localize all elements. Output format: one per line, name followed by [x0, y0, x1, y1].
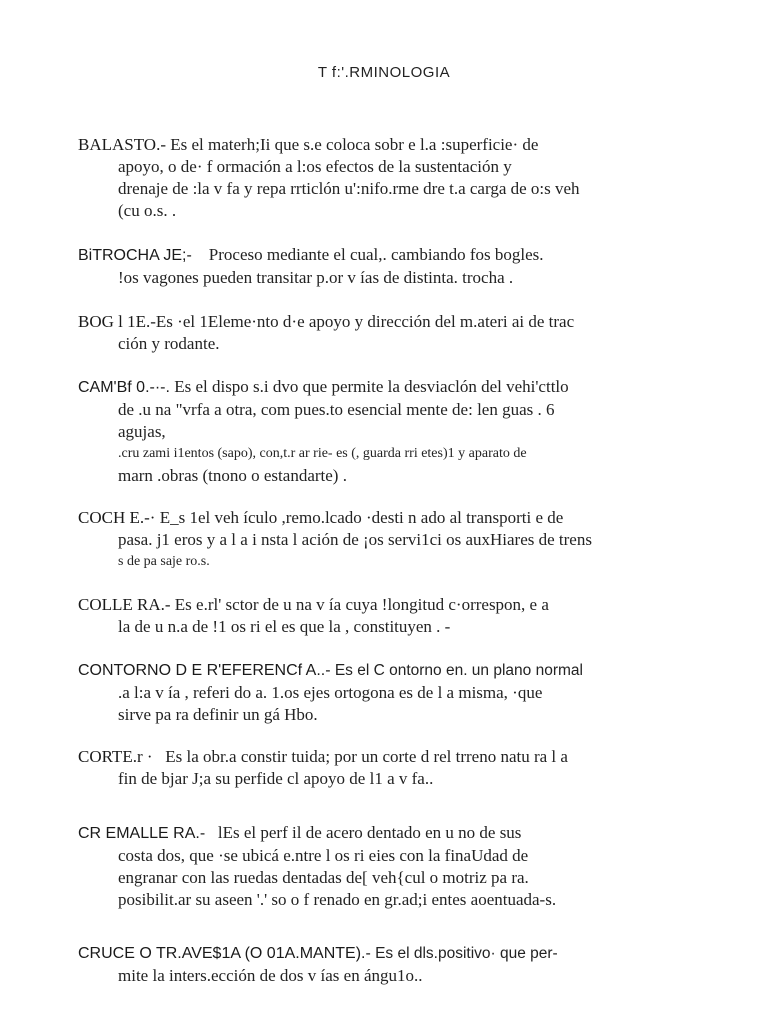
entry-term: CAM'Bf 0.-·-. [78, 379, 170, 396]
entry-line: engranar con las ruedas dentadas de[ veh{cul o motriz pa ra. [118, 868, 529, 887]
entry-bogie [78, 311, 690, 355]
entry-line: posibilit.ar su aseen '.' so o f renado en gr.ad;i entes aoentuada-s. [118, 890, 557, 909]
entry-line: Es el C ontorno en. un plano normal [334, 662, 583, 679]
entry-line: drenaje de :la v fa y repa rrticlón u':nifo.rme dre t.a carga de o:s veh [118, 179, 580, 198]
entry-first-line [78, 134, 690, 156]
entry-first-line [78, 822, 690, 845]
entry-line: apoyo, o de· f ormación a l:os efectos de la sustentación y [118, 157, 512, 176]
entry-term: BALASTO.- [78, 135, 166, 154]
entry-line: Es el dispo s.i dvo que permite la desviaclón del vehi'cttlo [174, 377, 569, 396]
entry-line: mite la inters.ección de dos v ías en ángu1o.. [118, 966, 423, 985]
entry-term: CORTE.r · [78, 747, 153, 766]
entry-coche [78, 507, 690, 573]
entry-first-line [78, 507, 690, 529]
entry-corte [78, 746, 690, 790]
entry-line: Es ·el 1Eleme·nto d·e apoyo y dirección del m.ateri ai de trac [155, 312, 575, 331]
entry-line: (cu o.s. . [118, 201, 177, 220]
entry-line: !os vagones pueden transitar p.or v ías de distinta. trocha . [118, 268, 514, 287]
entry-first-line [78, 659, 690, 682]
entry-line: .a l:a v ía , referi do a. 1.os ejes ortogona es de l a misma, ·que [118, 683, 543, 702]
entry-first-line [78, 746, 690, 768]
entry-line: Es el materh;Ii que s.e coloca sobr e l.a :superficie· de [170, 135, 539, 154]
entry-line: sirve pa ra definir un gá Hbo. [118, 705, 318, 724]
entry-line: Es el dls.positivo· que per- [375, 945, 558, 962]
entry-balasto [78, 134, 690, 222]
entry-line: pasa. j1 eros y a l a i nsta l ación de ¡os servi1ci os auxHiares de trens [118, 530, 592, 549]
entry-first-line [78, 376, 690, 399]
entry-term: COLLE RA.- [78, 595, 171, 614]
entry-cambio [78, 376, 690, 487]
entry-first-line [78, 244, 690, 267]
entry-term: BOG l 1E.- [78, 312, 156, 331]
entry-term: CRUCE O TR.AVE$1A (O 01A.MANTE).- [78, 945, 371, 962]
entry-line: Proceso mediante el cual,. cambiando fos bogles. [208, 245, 544, 264]
entry-term: COCH E.-· [78, 508, 156, 527]
entry-line: Es la obr.a constir tuida; por un corte d rel trreno natu ra l a [165, 747, 568, 766]
entry-line: fin de bjar J;a su perfide cl apoyo de l1 a v fa.. [118, 769, 434, 788]
entry-line: s de pa saje ro.s. [118, 554, 210, 569]
entry-term: BiTROCHA JE;- [78, 247, 192, 264]
entry-term: CONTORNO D E R'EFERENCf A..- [78, 662, 331, 679]
entry-line: agujas, [118, 422, 166, 441]
entry-line: la de u n.a de !1 os ri el es que la , constituyen . - [118, 617, 451, 636]
entry-line: ción y rodante. [118, 334, 220, 353]
entry-term: CR EMALLE RA.- [78, 825, 206, 842]
entry-line: .cru zami i1entos (sapo), con,t.r ar rie- es (, guarda rri etes)1 y aparato de [118, 446, 527, 461]
entry-collera [78, 594, 690, 638]
entry-line: E_s 1el veh ículo ,remo.lcado ·desti n ado al transporti e de [159, 508, 564, 527]
entry-cremallera [78, 822, 690, 911]
entry-first-line [78, 311, 690, 333]
entry-line: costa dos, que ·se ubicá e.ntre l os ri eies con la finaUdad de [118, 846, 529, 865]
entry-first-line [78, 594, 690, 616]
entry-bitrochaje [78, 244, 690, 289]
entry-cruce [78, 942, 690, 987]
entry-line: de .u na "vrfa a otra, com pues.to esencial mente de: len guas . 6 [118, 400, 555, 419]
entry-line: marn .obras (tnono o estandarte) . [118, 466, 347, 485]
entry-first-line [78, 942, 690, 965]
entry-contorno [78, 659, 690, 726]
entry-line: Es e.rl' sctor de u na v ía cuya !longitud c·orrespon, e a [174, 595, 549, 614]
document-title: T f:'.RMINOLOGIA [317, 64, 451, 81]
entry-line: lEs el perf il de acero dentado en u no de sus [217, 823, 522, 842]
